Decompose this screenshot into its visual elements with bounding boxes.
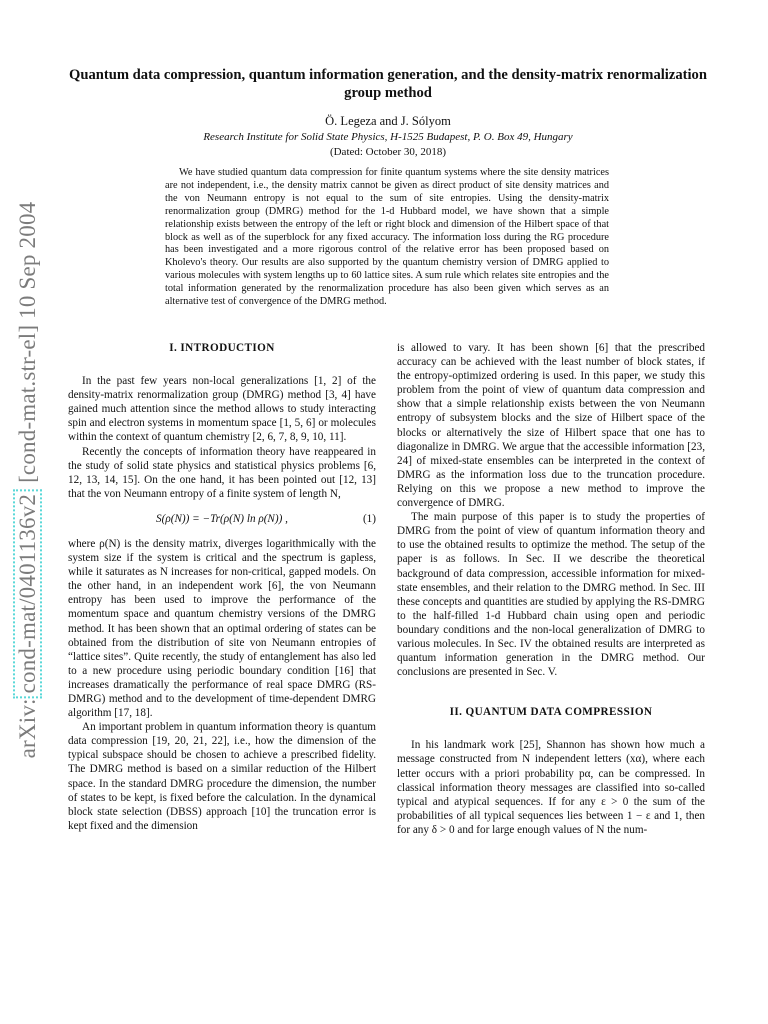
paper-authors: Ö. Legeza and J. Sólyom	[325, 114, 451, 128]
arxiv-identifier	[15, 202, 41, 759]
intro-paragraph-6: The main purpose of this paper is to study the properties of DMRG from the point of view of quantum information theory and to use the obtained results to optimize the method. The setup of the paper is as follows. In Sec. II we describe the theoretical background of data compression, accessible information for mixed-state ensembles, and their relation to the DMRG method. In Sec. III these concepts and quantities are studied by applying the RS-DMRG to the half-filled 1-d Hubbard chain using open and periodic boundary conditions and the non-local generalization of DMRG to various molecules. In Sec. IV the obtained results are interpreted as quantum information generation in the DMRG method. Our conclusions are presented in Sec. V.	[397, 511, 705, 679]
equation-1	[68, 508, 376, 530]
arxiv-category: [cond-mat.str-el]	[15, 324, 40, 483]
arxiv-sidebar	[14, 170, 42, 790]
equation-1-number: (1)	[362, 512, 376, 525]
abstract: We have studied quantum data compression for finite quantum systems where the site density matrices are not independent, i.e., the density matrix cannot be given as direct product of site density matrices and the von Neumann entropy is not equal to the sum of site entropies. Using the density-matrix renormalization group (DMRG) method for the 1-d Hubbard model, we have shown that a simple relationship exists between the entropy of the left or right block and dimension of the Hilbert space of that block as well as of the superblock for any fixed accuracy. The information loss during the RG procedure has been investigated and a more rigorous control of the relative error has been proposed based on Kholevo's theory. Our results are also supported by the quantum chemistry version of DMRG applied to various molecules with system lengths up to 60 lattice sites. A sum rule which relates site entropies and the total information generated by the renormalization procedure has also been given which serves as an alternative test of convergence of the DMRG method.	[165, 167, 609, 308]
left-column	[68, 340, 376, 833]
arxiv-prefix: arXiv:	[15, 698, 40, 759]
paper-date: (Dated: October 30, 2018)	[329, 146, 447, 158]
right-column	[397, 341, 705, 837]
paper-title: Quantum data compression, quantum information generation, and the density-matrix renormalization group method	[69, 67, 707, 101]
arxiv-date: 10 Sep 2004	[15, 201, 40, 319]
equation-1-body: S(ρ(N)) = −Tr(ρ(N) ln ρ(N)) ,	[156, 512, 288, 525]
intro-paragraph-4: An important problem in quantum information theory is quantum data compression [19, 20, 21, 22], i.e., how the dimension of the typical subspace should be chosen to achieve a prescribed fidelity. The DMRG method is based on a similar reduction of the Hilbert space. In the standard DMRG procedure the dimension, the number of states to be kept, is fixed before the calculation. In the dynamical block state selection (DBSS) approach [10] the truncation error is kept fixed and the dimension	[68, 721, 376, 832]
intro-paragraph-5: is allowed to vary. It has been shown [6] that the prescribed accuracy can be achieved with the least number of block states, if the entropy-optimized ordering is used. In this paper, we study this problem from the point of view of quantum data compression and show that a simple relationship exists between the von Neumann entropy of subsystem blocks and the size of Hilbert space of the blocks or alternatively the size of Hilbert space that one has to diagonalize in DMRG. We argue that the accessible information [23, 24] of mixed-state ensembles can be interpreted in the context of DMRG as the information loss due to the truncation procedure. Relying on this we propose a new method to improve the convergence of DMRG.	[397, 342, 705, 510]
section-heading-quantum-data-compression: II. QUANTUM DATA COMPRESSION	[449, 706, 653, 719]
arxiv-id-link[interactable]: cond-mat/0401136v2	[13, 489, 42, 699]
paper-affiliation: Research Institute for Solid State Physics, H-1525 Budapest, P. O. Box 49, Hungary	[203, 131, 573, 143]
section-heading-introduction: I. INTRODUCTION	[169, 342, 275, 354]
intro-paragraph-2: Recently the concepts of information theory have reappeared in the study of solid state physics and statistical physics problems [6, 12, 13, 14, 15]. On the one hand, it has been pointed out [12, 13] that the von Neumann entropy of a finite system of length N,	[68, 445, 376, 500]
intro-paragraph-1: In the past few years non-local generalizations [1, 2] of the density-matrix renormalization group (DMRG) method [3, 4] have gained much attention since the method allows to study interacting spin and electron systems in momentum space [1, 5, 6] or molecules within the context of quantum chemistry [2, 6, 7, 8, 9, 10, 11].	[68, 375, 376, 444]
intro-paragraph-3: where ρ(N) is the density matrix, diverges logarithmically with the system size if the system is critical and the spectrum is gapless, while it saturates as N increases for non-critical, gapped models. On the other hand, in an independent work [6], the von Neumann entropy has been used to improve the performance of the momentum space and quantum chemistry versions of the DMRG method. It has been shown that an optimal ordering of states can be obtained from the distribution of site von Neumann entropies of “lattice sites”. Quite recently, the study of entanglement has also led to a new procedure using periodic boundary condition [16] that increases dramatically the performance of real space DMRG (RS-DMRG) method and to the development of time-dependent DMRG algorithm [17, 18].	[68, 537, 376, 720]
section2-paragraph-1: In his landmark work [25], Shannon has shown how much a message constructed from N independent letters (xα), where each letter occurs with a priori probability pα, can be compressed. In classical information theory messages are classified into so-called typical and atypical sequences. If for any ε > 0 the sum of the probabilities of all typical sequences lies between 1 − ε and 1, then for any δ > 0 and for large enough values of N the num-	[397, 739, 705, 836]
